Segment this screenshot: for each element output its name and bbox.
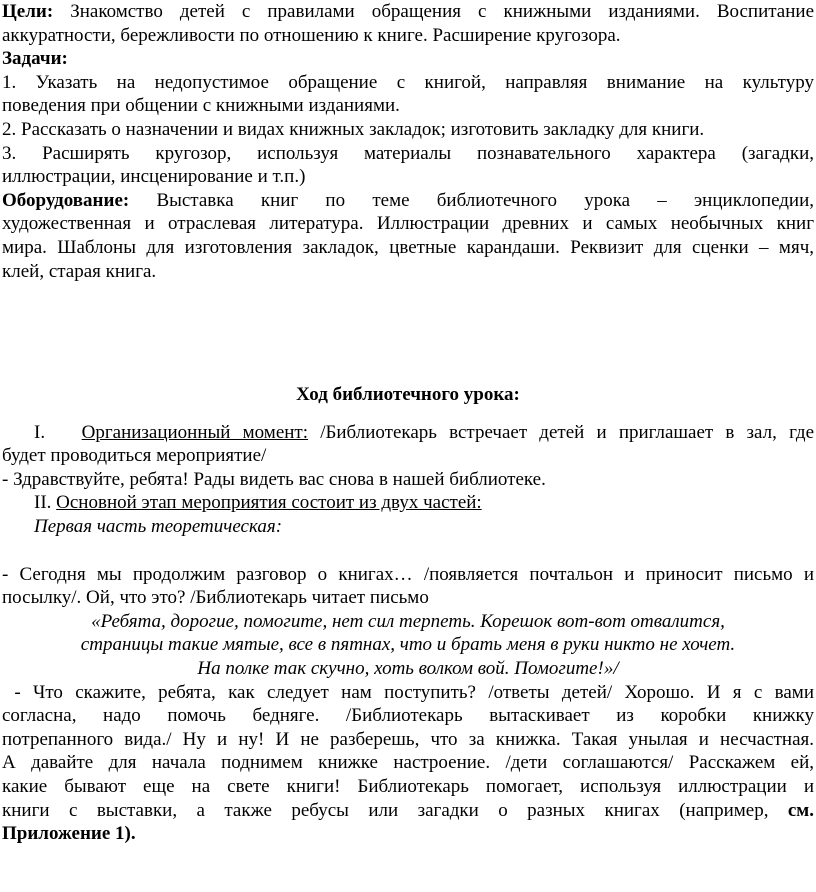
- letter-line-1: «Ребята, дорогие, помогите, нет сил терпеть. Корешок вот-вот отвалится,: [91, 610, 725, 632]
- paragraph-2-line-6-text: книги с выставки, а также ребусы или загадки о разных книгах (например,: [2, 799, 788, 821]
- letter-line-2: страницы такие мятые, все в пятнах, что и брать меня в руки никто не хочет.: [80, 634, 736, 656]
- equipment-line-3: мира. Шаблоны для изготовления закладок, цветные карандаши. Реквизит для сценки – мяч,: [2, 236, 814, 258]
- equipment-label: Оборудование:: [2, 189, 130, 211]
- part-1-title: Первая часть теоретическая: [34, 515, 276, 537]
- task-1-line-2: поведения при общении с книжными изданиями.: [2, 95, 400, 117]
- paragraph-2-line-1: - Что скажите, ребята, как следует нам поступить? /ответы детей/ Хорошо. И я с вами: [2, 681, 814, 703]
- stage-2-title: Основной этап мероприятия состоит из двух частей:: [56, 492, 482, 514]
- paragraph-2-line-2: согласна, надо помочь бедняге. /Библиотекарь вытаскивает из коробки книжку: [2, 705, 814, 727]
- spacer: [2, 539, 814, 563]
- equipment-text-1: Выставка книг по теме библиотечного урока – энциклопедии,: [156, 189, 815, 211]
- lesson-objectives-section: [2, 0, 814, 283]
- task-2: 2. Рассказать о назначении и видах книжных закладок; изготовить закладку для книги.: [2, 118, 705, 140]
- paragraph-1-line-2: посылку/. Ой, что это? /Библиотекарь читает письмо: [2, 587, 429, 609]
- letter-line-3: На полке так скучно, хоть волком вой. Помогите!»/: [197, 657, 619, 679]
- stage-1-line-1: [2, 421, 814, 445]
- appendix-reference: Приложение 1).: [2, 823, 136, 845]
- spacer: [2, 407, 814, 421]
- goals-label: Цели:: [2, 1, 54, 22]
- tasks-label: Задачи:: [2, 48, 68, 70]
- paragraph-2-line-3: потрепанного вида./ Ну и ну! И не разберешь, что за книжка. Такая унылая и несчастная.: [2, 728, 814, 750]
- task-1-line-1: 1. Указать на недопустимое обращение с книгой, направляя внимание на культуру: [2, 71, 814, 93]
- stage-2-number: II.: [34, 492, 52, 514]
- goals-text-1: Знакомство детей с правилами обращения с книжными изданиями. Воспитание: [70, 1, 815, 22]
- stage-2-line: [2, 491, 814, 515]
- goals-line-2: аккуратности, бережливости по отношению к книге. Расширение кругозора.: [2, 24, 621, 46]
- stage-1-text: /Библиотекарь встречает детей и приглашает в зал, где: [320, 421, 815, 443]
- paragraph-2-line-4: А давайте для начала поднимем книжке настроение. /дети соглашаются/ Расскажем ей,: [2, 752, 814, 774]
- equipment-line-1: [2, 189, 814, 213]
- part-1-heading: [2, 515, 814, 539]
- paragraph-1-line-1: - Сегодня мы продолжим разговор о книгах… /появляется почтальон и приносит письмо и: [2, 563, 814, 585]
- part-1-colon: :: [275, 515, 283, 537]
- task-3-line-1: 3. Расширять кругозор, используя материалы познавательного характера (загадки,: [2, 142, 814, 164]
- stage-1-title: Организационный момент:: [81, 421, 309, 443]
- equipment-line-2: художественная и отраслевая литература. Иллюстрации древних и самых необычных книг: [2, 213, 814, 235]
- task-3-line-2: иллюстрации, инсценирование и т.п.): [2, 166, 306, 188]
- equipment-line-4: клей, старая книга.: [2, 260, 157, 282]
- paragraph-2-line-5: какие бывают еще на свете книги! Библиотекарь помогает, используя иллюстрации и: [2, 775, 814, 797]
- lesson-course-section: [2, 383, 814, 846]
- lesson-heading: Ход библиотечного урока:: [296, 384, 520, 405]
- see-reference: см.: [787, 799, 814, 821]
- stage-1-number: I.: [34, 421, 46, 443]
- paragraph-2-line-6: [2, 799, 814, 823]
- stage-1-line-2: будет проводиться мероприятие/: [2, 445, 267, 467]
- goals-line-1: [2, 0, 814, 24]
- greeting-line: - Здравствуйте, ребята! Рады видеть вас снова в нашей библиотеке.: [2, 468, 546, 490]
